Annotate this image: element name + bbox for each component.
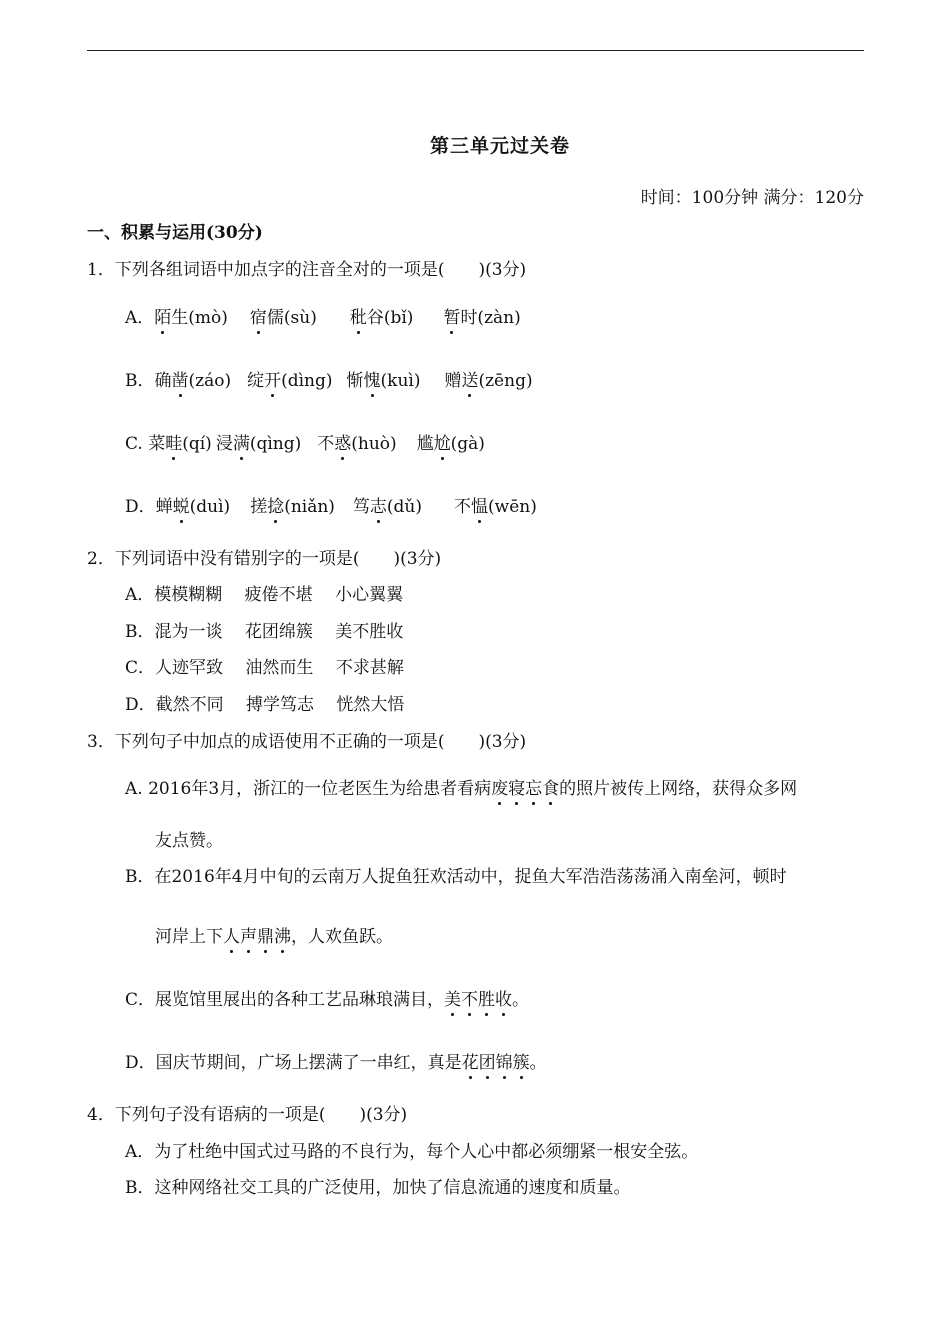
page-title: 第三单元过关卷 [429,135,570,157]
question-1-stem: 1．下列各组词语中加点字的注音全对的一项是( )(3分) [87,260,527,280]
dotted-char: 胜 [478,985,495,1010]
word-start: 蝉 [155,497,173,517]
q4-option-a: A．为了杜绝中国式过马路的不良行为，每个人心中都必须绷紧一根安全弦。 [125,1142,699,1162]
option-label: B． [125,371,155,391]
word-rest: (niǎn) [284,497,335,517]
q3-option-a [125,774,797,799]
word-rest: 生(mò) [171,308,228,328]
dotted-char: 捻 [267,492,284,517]
dotted-char: 锦 [496,1048,513,1073]
word-start: 确 [154,371,172,391]
dotted-char: 寝 [508,774,525,799]
word-start: 绽 [247,371,265,391]
q1-option-b [125,366,533,391]
q1-option-d [125,492,537,517]
word-rest: (zēng) [478,371,533,391]
word-start: 笃 [352,497,370,517]
word-rest: (záo) [188,371,232,391]
header-rule [87,50,864,51]
dotted-char: 开 [264,366,281,391]
word-rest: (wēn) [488,497,537,517]
word-rest: 时(zàn) [460,308,521,328]
dotted-char: 陌 [154,303,171,328]
word-rest: (dìng) [281,371,333,391]
word-rest: (dǔ) [386,497,423,517]
dotted-char: 凿 [172,366,189,391]
q2-option-d: D．截然不同 搏学笃志 恍然大悟 [125,695,405,715]
dotted-char: 人 [223,922,240,947]
dotted-char: 食 [542,774,559,799]
dotted-char: 簇 [513,1048,530,1073]
word-start: 搓 [250,497,268,517]
sentence-text: D．国庆节期间，广场上摆满了一串红，真是 [125,1053,462,1073]
dotted-char: 暂 [443,303,460,328]
sentence-text: 的照片被传上网络，获得众多网 [559,779,798,799]
dotted-char: 忘 [525,774,542,799]
word-rest: (qí) [182,434,212,454]
sentence-text: ，人欢鱼跃。 [291,927,393,947]
sentence-text: C．展览馆里展出的各种工艺品琳琅满目， [125,990,445,1010]
q1-option-c [125,429,485,454]
dotted-char: 废 [491,774,508,799]
q3-option-b: B．在2016年4月中旬的云南万人捉鱼狂欢活动中，捉鱼大军浩浩荡荡涌入南垒河，顿时 [125,867,787,887]
word-start: 尴 [416,434,434,454]
sentence-text: 。 [529,1053,547,1073]
dotted-char: 宿 [250,303,267,328]
dotted-char: 不 [461,985,478,1010]
q2-option-c: C．人迹罕致 油然而生 不求甚解 [125,658,404,678]
dotted-char: 美 [444,985,461,1010]
dotted-char: 收 [495,985,512,1010]
sentence-text: 河岸上下 [155,927,223,947]
dotted-char: 愠 [471,492,488,517]
question-2-stem: 2．下列词语中没有错别字的一项是( )(3分) [87,549,442,569]
word-start: 赠 [444,371,462,391]
word-start: 菜 [148,434,166,454]
q3-option-c [125,985,529,1010]
q1-option-a [125,303,521,328]
word-start: 不 [317,434,335,454]
dotted-char: 满 [233,429,250,454]
word-rest: (qìng) [249,434,302,454]
q3-option-d [125,1048,547,1073]
section-heading: 一、积累与运用(30分) [87,223,263,243]
dotted-char: 愧 [364,366,381,391]
question-3-stem: 3．下列句子中加点的成语使用不正确的一项是( )(3分) [87,732,527,752]
dotted-char: 沸 [274,922,291,947]
dotted-char: 团 [479,1048,496,1073]
dotted-char: 惑 [334,429,351,454]
word-rest: (kuì) [380,371,421,391]
word-rest: (duì) [189,497,231,517]
q4-option-b: B．这种网络社交工具的广泛使用，加快了信息流通的速度和质量。 [125,1178,631,1198]
dotted-char: 花 [462,1048,479,1073]
option-label: A． [125,308,155,328]
q2-option-b: B．混为一谈 花团绵簇 美不胜收 [125,622,404,642]
dotted-char: 鼎 [257,922,274,947]
sentence-text: A. 2016年3月，浙江的一位老医生为给患者看病 [125,779,492,799]
q3-option-a-cont: 友点赞。 [155,831,223,851]
q2-option-a: A．模模糊糊 疲倦不堪 小心翼翼 [125,585,404,605]
question-4-stem: 4．下列句子没有语病的一项是( )(3分) [87,1105,408,1125]
option-label: C. [125,434,149,454]
dotted-char: 送 [461,366,478,391]
word-start: 不 [454,497,472,517]
dotted-char: 秕 [350,303,367,328]
q3-option-b-cont [155,922,393,947]
word-rest: 儒(sù) [266,308,317,328]
sentence-text: 。 [512,990,530,1010]
word-rest: 谷(bǐ) [366,308,414,328]
word-start: 惭 [346,371,364,391]
dotted-char: 志 [370,492,387,517]
word-rest: (gà) [450,434,485,454]
option-label: D． [125,497,156,517]
dotted-char: 蜕 [173,492,190,517]
word-start: 浸 [215,434,233,454]
dotted-char: 尬 [434,429,451,454]
word-rest: (huò) [351,434,397,454]
dotted-char: 畦 [165,429,182,454]
dotted-char: 声 [240,922,257,947]
exam-meta: 时间：100分钟 满分：120分 [640,188,864,208]
